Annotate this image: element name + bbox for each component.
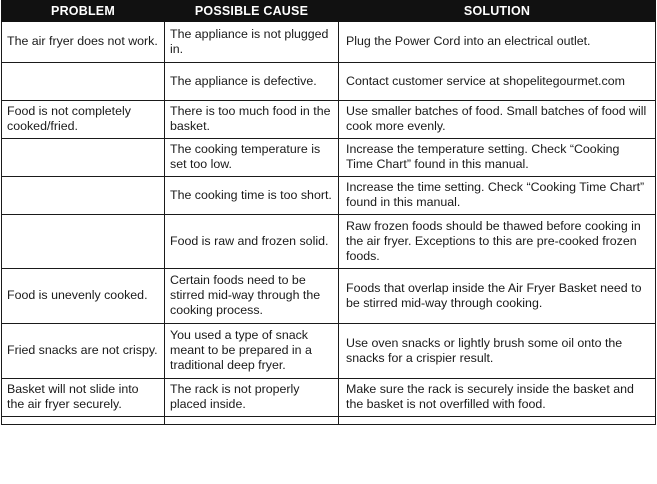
problem-cell (2, 417, 165, 425)
problem-cell (2, 215, 165, 269)
problem-cell (2, 63, 165, 101)
troubleshooting-table (1, 0, 656, 425)
solution-cell: Use smaller batches of food. Small batches of food will cook more evenly. (339, 101, 656, 139)
cause-cell: You used a type of snack meant to be prepared in a traditional deep fryer. (165, 324, 339, 379)
problem-cell (2, 139, 165, 177)
table-row-partial (2, 417, 656, 425)
cause-cell: The appliance is defective. (165, 63, 339, 101)
table-row (2, 22, 656, 63)
problem-cell: The air fryer does not work. (2, 22, 165, 63)
solution-cell: Plug the Power Cord into an electrical outlet. (339, 22, 656, 63)
cause-cell: The rack is not properly placed inside. (165, 379, 339, 417)
cause-cell (165, 417, 339, 425)
table-row (2, 215, 656, 269)
header-solution: SOLUTION (339, 1, 656, 22)
table-row (2, 324, 656, 379)
header-possible-cause: POSSIBLE CAUSE (165, 1, 339, 22)
table-row (2, 177, 656, 215)
cause-cell: There is too much food in the basket. (165, 101, 339, 139)
solution-cell: Contact customer service at shopelitegourmet.com (339, 63, 656, 101)
cause-cell: Food is raw and frozen solid. (165, 215, 339, 269)
table-row (2, 139, 656, 177)
table-header (2, 1, 656, 22)
cause-cell: The cooking temperature is set too low. (165, 139, 339, 177)
solution-cell: Make sure the rack is securely inside the basket and the basket is not overfilled with food. (339, 379, 656, 417)
cause-cell: The cooking time is too short. (165, 177, 339, 215)
solution-cell: Use oven snacks or lightly brush some oil onto the snacks for a crispier result. (339, 324, 656, 379)
solution-cell: Foods that overlap inside the Air Fryer Basket need to be stirred mid-way through cooking. (339, 269, 656, 324)
header-row (2, 1, 656, 22)
solution-cell: Increase the time setting. Check “Cooking Time Chart” found in this manual. (339, 177, 656, 215)
solution-cell: Raw frozen foods should be thawed before cooking in the air fryer. Exceptions to this are pre-cooked frozen foods. (339, 215, 656, 269)
problem-cell (2, 177, 165, 215)
table-row (2, 101, 656, 139)
header-problem: PROBLEM (2, 1, 165, 22)
problem-cell: Fried snacks are not crispy. (2, 324, 165, 379)
cause-cell: The appliance is not plugged in. (165, 22, 339, 63)
problem-cell: Food is unevenly cooked. (2, 269, 165, 324)
table-row (2, 63, 656, 101)
solution-cell (339, 417, 656, 425)
table-body (2, 22, 656, 425)
table-row (2, 269, 656, 324)
problem-cell: Basket will not slide into the air fryer securely. (2, 379, 165, 417)
problem-cell: Food is not completely cooked/fried. (2, 101, 165, 139)
table-row (2, 379, 656, 417)
cause-cell: Certain foods need to be stirred mid-way through the cooking process. (165, 269, 339, 324)
solution-cell: Increase the temperature setting. Check “Cooking Time Chart” found in this manual. (339, 139, 656, 177)
